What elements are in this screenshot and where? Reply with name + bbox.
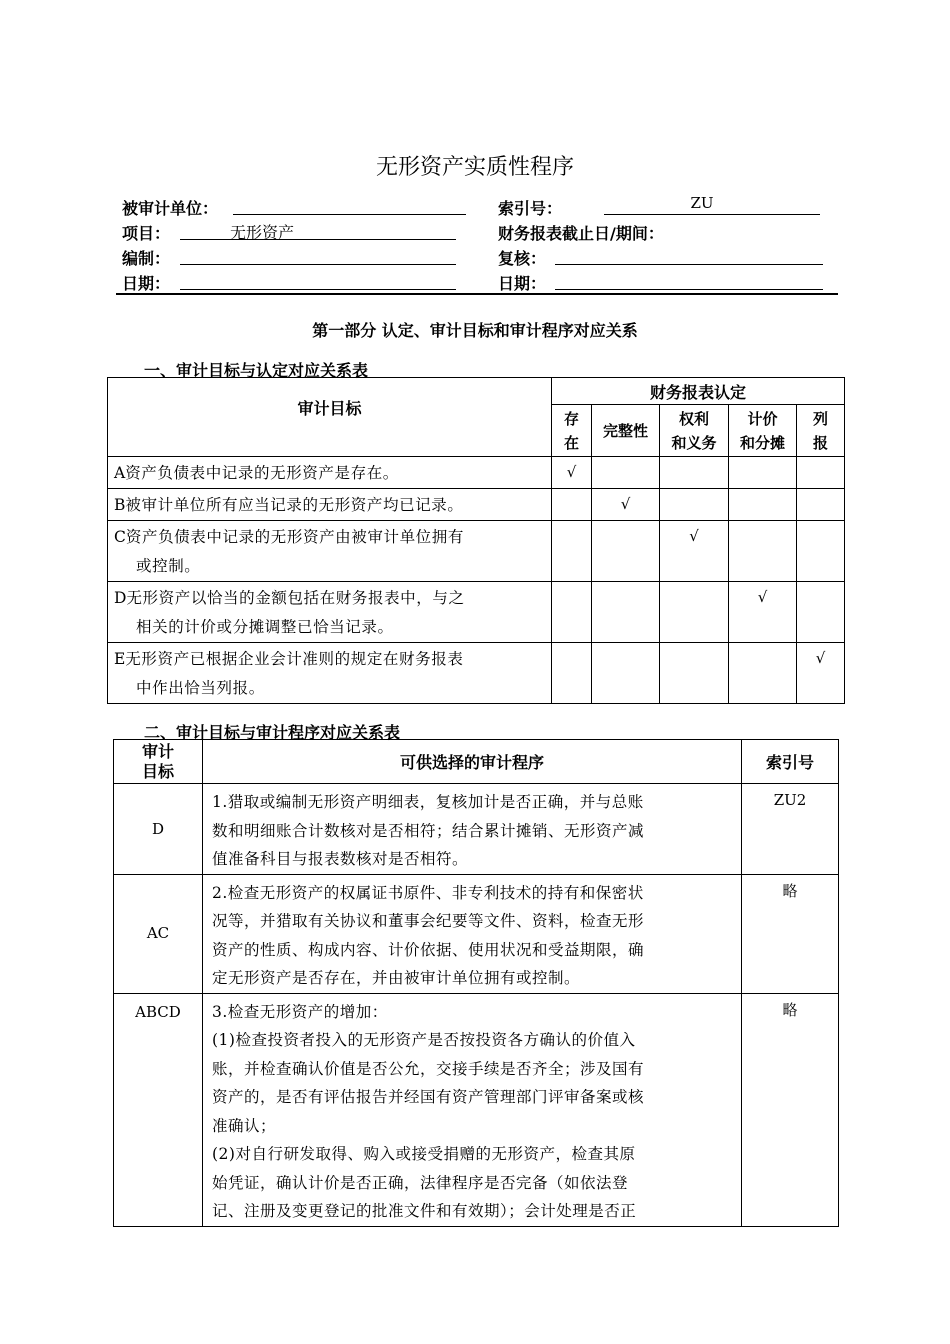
- period-label: 财务报表截止日/期间：: [498, 224, 664, 243]
- project-label: 项目：: [122, 224, 171, 243]
- project-value: 无形资产: [230, 223, 295, 242]
- assertion-header-line: 在: [563, 433, 579, 452]
- assertion-check-cell: [660, 521, 729, 582]
- check-mark: √: [815, 649, 826, 667]
- procedure-line: 资产的性质、构成内容、计价依据、使用状况和受益期限，确: [212, 940, 645, 959]
- objective-text: 无形资产已根据企业会计准则的规定在财务报表: [125, 650, 464, 668]
- procedure-text: [203, 784, 742, 875]
- objective-letter: E: [114, 650, 126, 668]
- procedure-line: 准确认；: [212, 1116, 277, 1135]
- objective-text: 被审计单位所有应当记录的无形资产均已记录。: [125, 496, 464, 514]
- assertion-header-line: 计价: [747, 409, 778, 428]
- assertion-check-cell: [552, 643, 592, 704]
- procedure-index: ZU2: [742, 784, 839, 875]
- col-objective-header: 审计目标: [108, 378, 552, 457]
- procedure-row: [114, 993, 839, 1226]
- section2-title: 二、审计目标与审计程序对应关系表: [144, 723, 401, 742]
- assertion-check-cell: [797, 521, 845, 582]
- check-mark: √: [566, 463, 577, 481]
- section1-title: 一、审计目标与认定对应关系表: [144, 361, 369, 380]
- assertion-check-cell: [552, 582, 592, 643]
- assertion-header-0: [552, 405, 592, 457]
- objective-cell: [108, 521, 552, 582]
- procedure-text: [203, 993, 742, 1226]
- date-field-review[interactable]: [555, 269, 823, 290]
- col-procedure-header: 可供选择的审计程序: [203, 740, 742, 784]
- procedure-target: AC: [114, 874, 203, 993]
- procedure-line: 1.猎取或编制无形资产明细表，复核加计是否正确，并与总账: [212, 793, 644, 811]
- index-value: ZU: [690, 194, 714, 212]
- assertion-header-3: [729, 405, 797, 457]
- assertion-header-line: 和分摊: [739, 433, 785, 452]
- procedure-line: 资产的，是否有评估报告并经国有资产管理部门评审备案或核: [212, 1088, 645, 1106]
- check-mark: √: [620, 495, 631, 513]
- procedure-line: (2)对自行研发取得、购入或接受捐赠的无形资产，检查其原: [212, 1145, 636, 1163]
- prepared-field[interactable]: [180, 244, 456, 265]
- assertion-check-cell: [660, 489, 729, 521]
- review-label: 复核：: [498, 249, 547, 268]
- assertion-check-cell: [660, 457, 729, 489]
- objective-text-line: [114, 491, 547, 520]
- procedure-line: 况等，并猎取有关协议和董事会纪要等文件、资料，检查无形: [212, 912, 645, 930]
- part-title: 第一部分 认定、审计目标和审计程序对应关系: [312, 321, 638, 340]
- procedure-row: [114, 874, 839, 993]
- review-field[interactable]: [555, 244, 823, 265]
- procedure-line: 2.检查无形资产的权属证书原件、非专利技术的持有和保密状: [212, 883, 644, 902]
- assertion-check-cell: [660, 582, 729, 643]
- date-label-review: 日期：: [498, 274, 547, 293]
- project-field[interactable]: [180, 219, 456, 240]
- procedure-line: 记、注册及变更登记的批准文件和有效期）；会计处理是否正: [212, 1202, 637, 1220]
- objective-row: [108, 521, 845, 582]
- col-target-line-2: 目标: [141, 761, 174, 781]
- assertion-header-2: [660, 405, 729, 457]
- col-target-header: [114, 740, 203, 784]
- procedure-index: 略: [742, 993, 839, 1226]
- objective-cell: [108, 489, 552, 521]
- col-assertions-header: 财务报表认定: [552, 378, 845, 405]
- assertion-check-cell: [592, 643, 660, 704]
- col-index-header: 索引号: [742, 740, 839, 784]
- objective-row: [108, 489, 845, 521]
- assertion-header-line: 完整性: [602, 421, 648, 440]
- procedure-line: 定无形资产是否存在，并由被审计单位拥有或控制。: [212, 969, 581, 987]
- audited-unit-label: 被审计单位：: [122, 199, 219, 218]
- procedure-line: (1)检查投资者投入的无形资产是否按投资各方确认的价值入: [212, 1031, 636, 1049]
- objective-assertion-table: [107, 377, 845, 704]
- objective-letter: A: [114, 464, 126, 482]
- assertion-check-cell: [729, 521, 797, 582]
- page-title: 无形资产实质性程序: [375, 155, 574, 180]
- index-field[interactable]: [604, 194, 820, 215]
- assertion-header-line: 和义务: [671, 433, 717, 452]
- objective-letter: D: [114, 589, 127, 607]
- date-label-prepared: 日期：: [122, 274, 171, 293]
- procedure-line: 账，并检查确认价值是否公允，交接手续是否齐全；涉及国有: [212, 1059, 645, 1078]
- objective-letter: C: [114, 528, 126, 546]
- assertion-check-cell: [660, 643, 729, 704]
- procedure-line: 值准备科目与报表数核对是否相符。: [212, 850, 469, 868]
- assertion-header-line: 报: [813, 433, 829, 452]
- objective-cell: [108, 457, 552, 489]
- check-mark: √: [757, 588, 768, 606]
- objective-text-line: [114, 645, 547, 674]
- procedure-target: D: [114, 784, 203, 875]
- objective-text: 资产负债表中记录的无形资产由被审计单位拥有: [125, 528, 464, 546]
- procedure-text: [203, 874, 742, 993]
- assertion-check-cell: [729, 582, 797, 643]
- assertion-check-cell: [592, 521, 660, 582]
- procedure-line: 数和明细账合计数核对是否相符；结合累计摊销、无形资产减: [212, 821, 645, 840]
- index-label: 索引号：: [498, 199, 563, 218]
- assertion-check-cell: [729, 643, 797, 704]
- objective-text-line: [114, 459, 547, 488]
- objective-text-line: [114, 584, 547, 613]
- assertion-check-cell: [592, 489, 660, 521]
- objective-row: [108, 582, 845, 643]
- objective-text-line: 中作出恰当列报。: [136, 679, 265, 697]
- procedure-line: 始凭证，确认计价是否正确，法律程序是否完备（如依法登: [212, 1173, 629, 1192]
- objective-text: 资产负债表中记录的无形资产是存在。: [125, 464, 399, 482]
- assertion-check-cell: [797, 582, 845, 643]
- check-mark: √: [689, 527, 699, 545]
- assertion-check-cell: [797, 489, 845, 521]
- date-field-prepared[interactable]: [180, 269, 456, 290]
- header-rule: [116, 293, 838, 295]
- assertion-check-cell: [552, 521, 592, 582]
- assertion-header-4: [797, 405, 845, 457]
- procedure-row: [114, 784, 839, 875]
- audited-unit-field[interactable]: [233, 194, 466, 215]
- prepared-label: 编制：: [122, 249, 171, 268]
- assertion-header-line: 权利: [678, 409, 709, 428]
- objective-text-line: [114, 523, 547, 552]
- objective-text: 无形资产以恰当的金额包括在财务报表中，与之: [126, 589, 465, 607]
- objective-cell: [108, 643, 552, 704]
- assertion-check-cell: [592, 582, 660, 643]
- procedure-line: 3.检查无形资产的增加：: [212, 1002, 388, 1021]
- assertion-check-cell: [797, 457, 845, 489]
- assertion-check-cell: [797, 643, 845, 704]
- objective-text-line: 或控制。: [136, 557, 201, 575]
- objective-row: [108, 643, 845, 704]
- assertion-check-cell: [552, 489, 592, 521]
- assertion-header-line: 存: [563, 409, 579, 428]
- procedure-index: 略: [742, 874, 839, 993]
- assertion-check-cell: [552, 457, 592, 489]
- assertion-header-line: 列: [813, 409, 829, 428]
- procedure-target: ABCD: [114, 993, 203, 1226]
- objective-cell: [108, 582, 552, 643]
- objective-procedure-table: [113, 739, 839, 1227]
- objective-text-line: 相关的计价或分摊调整已恰当记录。: [136, 618, 394, 636]
- assertion-check-cell: [729, 489, 797, 521]
- assertion-check-cell: [592, 457, 660, 489]
- col-target-line-1: 审计: [141, 741, 174, 761]
- assertion-header-1: [592, 405, 660, 457]
- assertion-check-cell: [729, 457, 797, 489]
- objective-row: [108, 457, 845, 489]
- objective-letter: B: [114, 496, 126, 514]
